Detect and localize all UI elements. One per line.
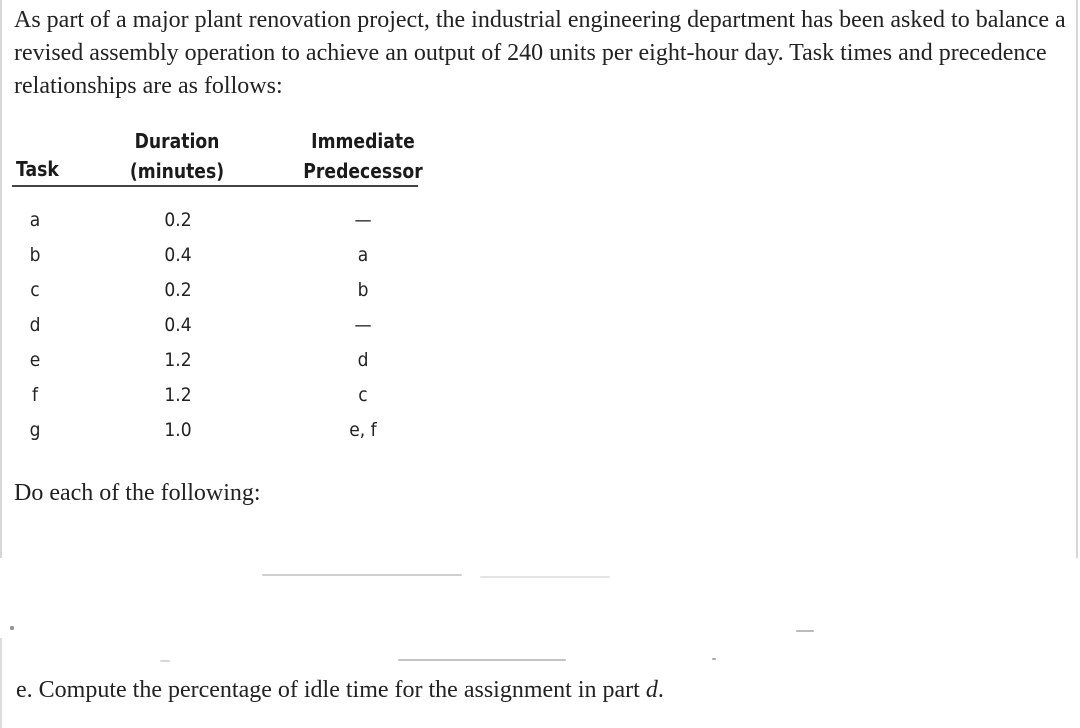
scan-artifact xyxy=(10,626,14,630)
task-cell: a xyxy=(29,209,41,231)
header-duration-line1: Duration xyxy=(134,129,220,153)
question-e-prefix: e. Compute the percentage of idle time for the assignment in part xyxy=(16,677,646,703)
predecessor-cell: d xyxy=(357,349,369,371)
predecessor-cell: — xyxy=(354,314,372,336)
scan-artifact xyxy=(480,576,610,578)
question-e-suffix: . xyxy=(657,677,664,703)
duration-cell: 1.0 xyxy=(164,419,192,441)
header-task: Task xyxy=(16,157,59,181)
predecessor-cell: a xyxy=(357,244,369,266)
header-duration-line2: (minutes) xyxy=(129,159,225,183)
scan-artifact xyxy=(796,630,814,632)
duration-cell: 0.4 xyxy=(164,244,192,266)
task-cell: g xyxy=(29,419,41,441)
header-predecessor-line2: Predecessor xyxy=(303,159,423,183)
duration-cell: 0.4 xyxy=(164,314,192,336)
header-predecessor-line1: Immediate xyxy=(311,129,415,153)
duration-cell: 0.2 xyxy=(164,209,192,231)
predecessor-cell: c xyxy=(358,384,368,406)
task-cell: d xyxy=(29,314,41,336)
instruction-text: Do each of the following: xyxy=(14,480,261,506)
task-cell: b xyxy=(29,244,41,266)
question-e-text xyxy=(16,674,664,707)
task-cell: f xyxy=(31,384,39,406)
task-cell: e xyxy=(29,349,41,371)
duration-cell: 1.2 xyxy=(164,349,192,371)
question-block xyxy=(0,638,1080,728)
task-cell: c xyxy=(30,279,40,301)
predecessor-cell: — xyxy=(354,209,372,231)
question-e-part-ref: d xyxy=(645,677,658,703)
duration-cell: 1.2 xyxy=(164,384,192,406)
predecessor-cell: e, f xyxy=(349,419,377,441)
header-rule xyxy=(12,185,418,187)
predecessor-cell: b xyxy=(357,279,369,301)
problem-intro-text: As part of a major plant renovation project, the industrial engineering department has been asked to balance a revised assembly operation to achieve an output of 240 units per eight-hour day. Task times and precedence relationships are as follows: xyxy=(14,7,1066,99)
scan-artifact xyxy=(262,574,462,576)
duration-cell: 0.2 xyxy=(164,279,192,301)
